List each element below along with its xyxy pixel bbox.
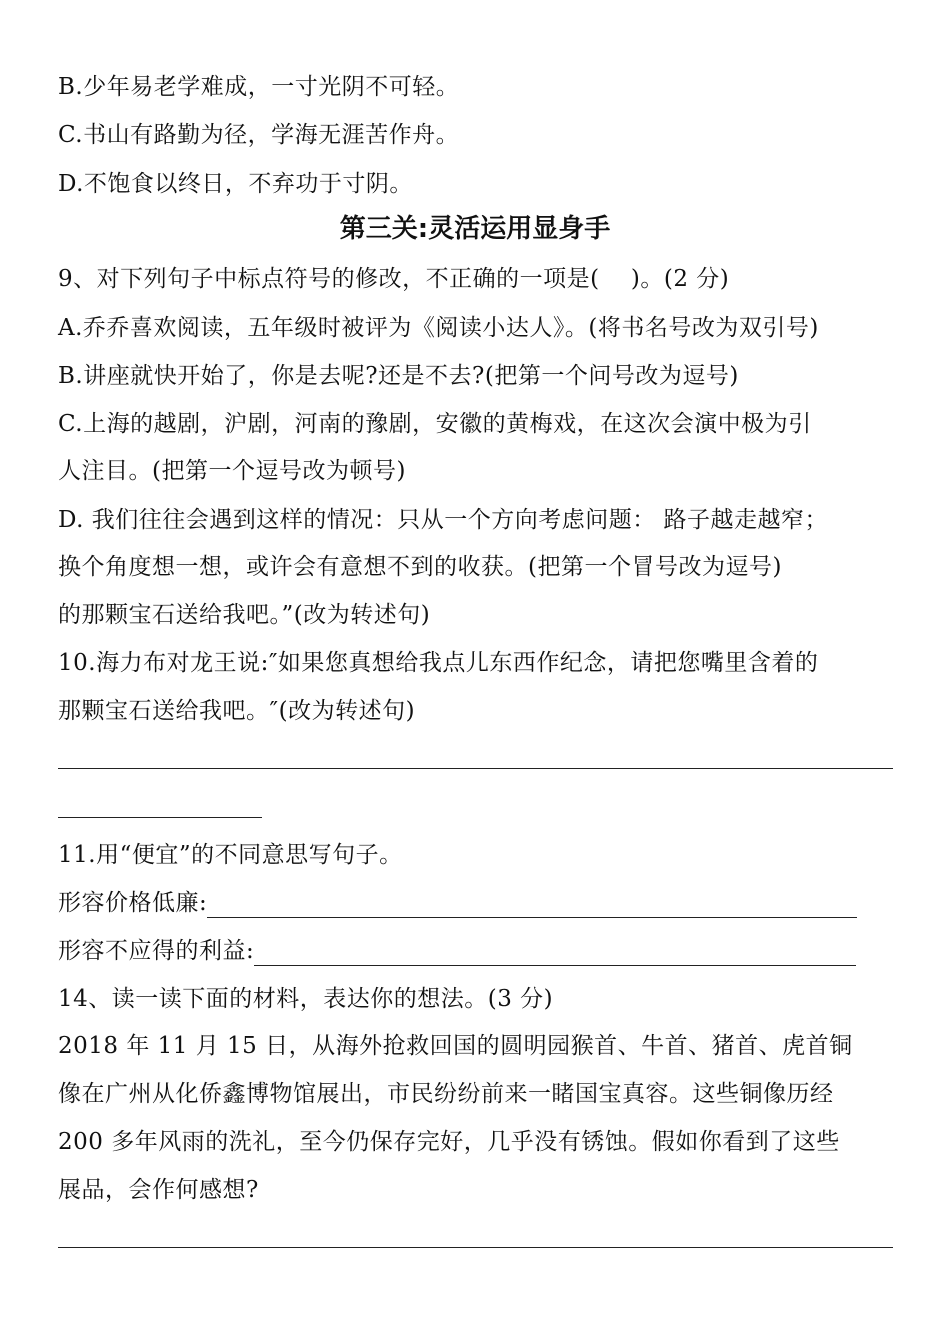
question-9-option-a: A.乔乔喜欢阅读，五年级时被评为《阅读小达人》。(将书名号改为双引号) bbox=[58, 315, 819, 341]
question-9-stem: 9、对下列句子中标点符号的修改，不正确的一项是( )。(2 分) bbox=[58, 266, 730, 292]
question-10-line2: 那颗宝石送给我吧。″(改为转述句) bbox=[58, 698, 416, 724]
answer-line-14[interactable] bbox=[58, 1247, 893, 1248]
question-14-para-line4: 展品，会作何感想? bbox=[58, 1177, 259, 1203]
question-10-line1: 10.海力布对龙王说:″如果您真想给我点儿东西作纪念，请把您嘴里含着的 bbox=[58, 650, 819, 676]
question-11-stem: 11.用“便宜”的不同意思写句子。 bbox=[58, 842, 403, 868]
question-9-option-b: B.讲座就快开始了，你是去呢?还是不去?(把第一个问号改为逗号) bbox=[58, 363, 739, 389]
answer-line-10b[interactable] bbox=[58, 817, 262, 818]
question-9-option-c-line2: 人注目。(把第一个逗号改为顿号) bbox=[58, 458, 406, 484]
answer-blank-advantage[interactable] bbox=[254, 941, 856, 966]
stray-text-line: 的那颗宝石送给我吧。”(改为转述句) bbox=[58, 602, 431, 628]
question-11-prompt-cheap bbox=[58, 888, 857, 918]
question-11-prompt-advantage bbox=[58, 936, 856, 966]
answer-line-10a[interactable] bbox=[58, 768, 893, 769]
question-9-option-c-line1: C.上海的越剧，沪剧，河南的豫剧，安徽的黄梅戏，在这次会演中极为引 bbox=[58, 411, 812, 437]
prompt-cheap-label: 形容价格低廉: bbox=[58, 890, 208, 916]
section-title: 第三关:灵活运用显身手 bbox=[339, 214, 611, 244]
option-d-prev: D.不饱食以终日，不弃功于寸阴。 bbox=[58, 171, 413, 197]
question-14-stem: 14、读一读下面的材料，表达你的想法。(3 分) bbox=[58, 986, 554, 1012]
option-c-prev: C.书山有路勤为径，学海无涯苦作舟。 bbox=[58, 122, 460, 148]
prompt-advantage-label: 形容不应得的利益: bbox=[58, 938, 255, 964]
question-9-option-d-line1: D. 我们往往会遇到这样的情况：只从一个方向考虑问题： 路子越走越窄； bbox=[58, 507, 829, 533]
option-b-prev: B.少年易老学难成，一寸光阴不可轻。 bbox=[58, 74, 460, 100]
question-14-para-line3: 200 多年风雨的洗礼，至今仍保存完好，几乎没有锈蚀。假如你看到了这些 bbox=[58, 1129, 840, 1155]
question-14-para-line1: 2018 年 11 月 15 日，从海外抢救回国的圆明园猴首、牛首、猪首、虎首铜 bbox=[58, 1033, 853, 1059]
question-14-para-line2: 像在广州从化侨鑫博物馆展出，市民纷纷前来一睹国宝真容。这些铜像历经 bbox=[58, 1081, 834, 1107]
question-9-option-d-line2: 换个角度想一想，或许会有意想不到的收获。(把第一个冒号改为逗号) bbox=[58, 554, 782, 580]
answer-blank-cheap[interactable] bbox=[207, 893, 857, 918]
